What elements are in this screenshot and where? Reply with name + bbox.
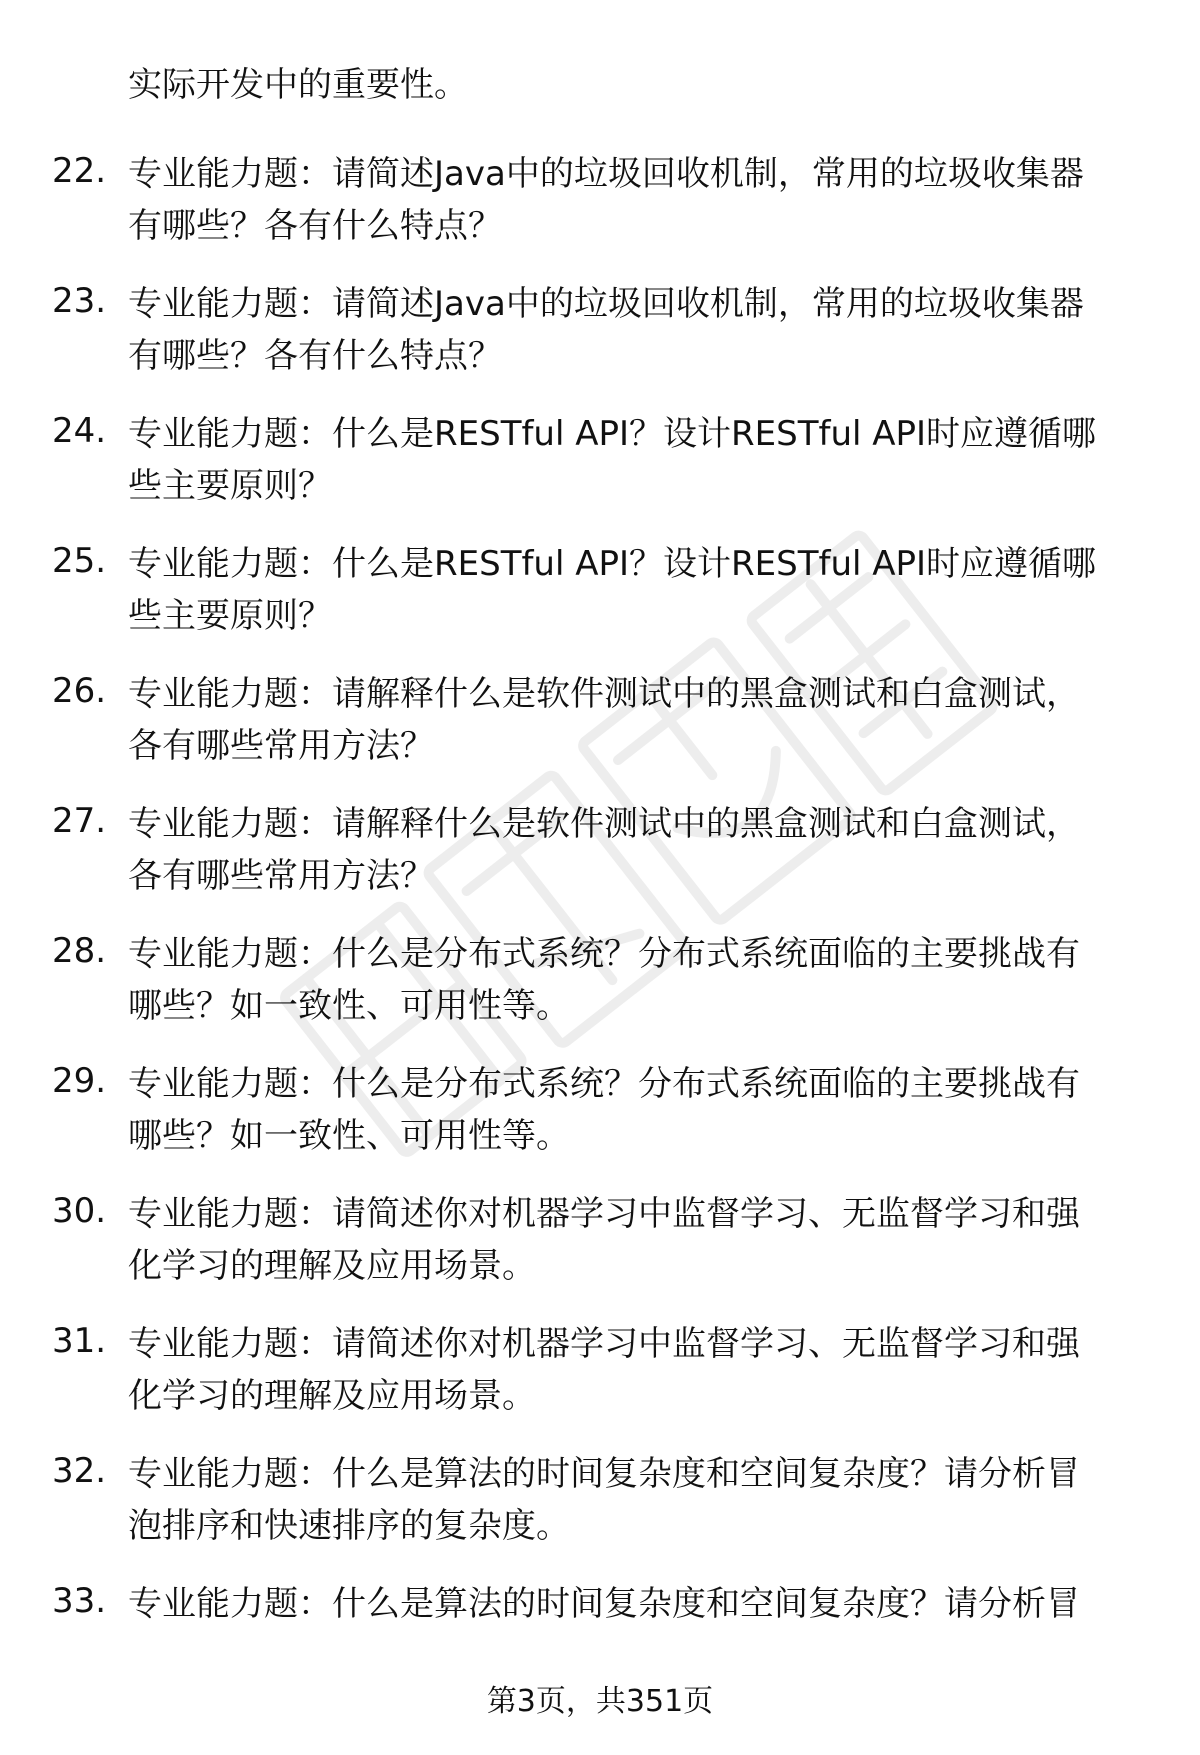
question-text [128,928,1138,1032]
question-item [0,928,1200,1038]
question-line: 专业能力题：请简述Java中的垃圾回收机制，常用的垃圾收集器 [128,284,1084,324]
question-line: 泡排序和快速排序的复杂度。 [128,1506,570,1546]
question-text [128,668,1138,772]
question-line: 化学习的理解及应用场景。 [128,1246,536,1286]
question-text [128,538,1138,642]
question-text [128,1058,1138,1162]
question-line: 专业能力题：请简述Java中的垃圾回收机制，常用的垃圾收集器 [128,154,1084,194]
question-item [0,798,1200,908]
question-line: 哪些？如一致性、可用性等。 [128,986,570,1026]
question-number: 23. [52,281,107,321]
question-number: 29. [52,1061,107,1101]
question-number: 22. [52,151,107,191]
question-number: 33. [52,1581,107,1621]
question-number: 31. [52,1321,107,1361]
question-line: 化学习的理解及应用场景。 [128,1376,536,1416]
question-number: 28. [52,931,107,971]
question-item [0,278,1200,388]
question-text [128,1318,1138,1422]
question-text [128,1578,1138,1630]
question-line: 专业能力题：什么是分布式系统？分布式系统面临的主要挑战有 [128,934,1080,974]
question-line: 专业能力题：请简述你对机器学习中监督学习、无监督学习和强 [128,1324,1080,1364]
question-line: 专业能力题：什么是RESTful API？设计RESTful API时应遵循哪 [128,414,1097,454]
question-line: 些主要原则？ [128,596,332,636]
question-number: 27. [52,801,107,841]
question-line: 专业能力题：什么是算法的时间复杂度和空间复杂度？请分析冒 [128,1584,1080,1624]
question-number: 30. [52,1191,107,1231]
question-line: 专业能力题：什么是算法的时间复杂度和空间复杂度？请分析冒 [128,1454,1080,1494]
question-line: 专业能力题：请解释什么是软件测试中的黑盒测试和白盒测试， [128,674,1080,714]
question-number: 32. [52,1451,107,1491]
question-item [0,1188,1200,1298]
question-text [128,148,1138,252]
question-item [0,1448,1200,1558]
question-number: 24. [52,411,107,451]
question-line: 专业能力题：什么是分布式系统？分布式系统面临的主要挑战有 [128,1064,1080,1104]
question-number: 25. [52,541,107,581]
question-number: 26. [52,671,107,711]
question-line: 专业能力题：请简述你对机器学习中监督学习、无监督学习和强 [128,1194,1080,1234]
question-line: 专业能力题：什么是RESTful API？设计RESTful API时应遵循哪 [128,544,1097,584]
question-text [128,408,1138,512]
question-line: 各有哪些常用方法？ [128,856,434,896]
question-item [0,668,1200,778]
page-number-footer: 第3页，共351页 [486,1684,714,1719]
question-item [0,1578,1200,1638]
question-text [128,798,1138,902]
question-line: 专业能力题：请解释什么是软件测试中的黑盒测试和白盒测试， [128,804,1080,844]
question-line: 哪些？如一致性、可用性等。 [128,1116,570,1156]
question-text [128,1188,1138,1292]
question-line: 有哪些？各有什么特点？ [128,336,502,376]
question-line: 些主要原则？ [128,466,332,506]
question-item [0,408,1200,518]
question-line: 有哪些？各有什么特点？ [128,206,502,246]
question-item [0,148,1200,258]
continuation-text: 实际开发中的重要性。 [128,65,468,105]
question-text [128,1448,1138,1552]
question-line: 各有哪些常用方法？ [128,726,434,766]
question-item [0,1318,1200,1428]
question-item [0,538,1200,648]
question-item [0,1058,1200,1168]
question-text [128,278,1138,382]
